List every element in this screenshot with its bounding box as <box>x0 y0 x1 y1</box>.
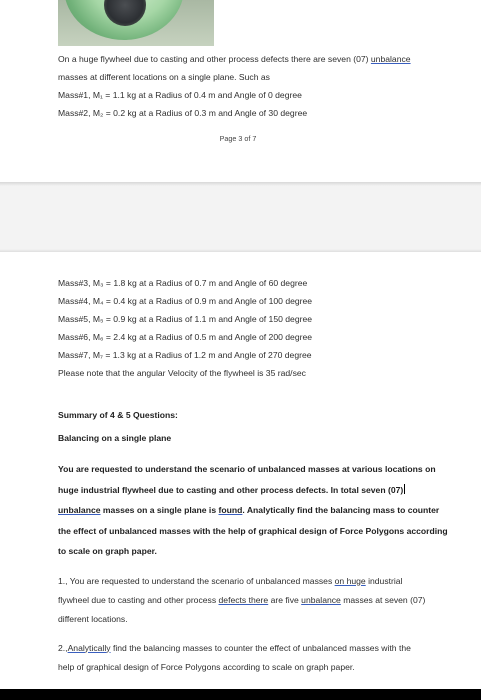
angular-velocity-note: Please note that the angular Velocity of the flywheel is 35 rad/sec <box>58 368 306 378</box>
item2-underlined: Analytically <box>67 642 111 653</box>
mass-3: Mass#3, M₃ = 1.8 kg at a Radius of 0.7 m and Angle of 60 degree <box>58 278 308 288</box>
item1-line-3: different locations. <box>58 613 128 624</box>
item2-line-2: help of graphical design of Force Polygons according to scale on graph paper. <box>58 661 355 672</box>
list-item-1 <box>58 572 478 629</box>
mass-6: Mass#6, M₆ = 2.4 kg at a Radius of 0.5 m and Angle of 200 degree <box>58 332 313 342</box>
mass-1: Mass#1, M₁ = 1.1 kg at a Radius of 0.4 m and Angle of 0 degree <box>58 90 302 100</box>
mass-5: Mass#5, M₅ = 0.9 kg at a Radius of 1.1 m and Angle of 150 degree <box>58 314 313 324</box>
item1-text-d: are five <box>268 594 302 605</box>
para-line-3 <box>58 500 478 521</box>
item1-line-2 <box>58 591 478 610</box>
item2-prefix: 2., <box>58 642 68 653</box>
item1-text-a: 1., You are requested to understand the scenario of unbalanced masses <box>58 575 335 586</box>
item1-text-e: masses at seven (07) <box>340 594 426 605</box>
intro-underlined-word: unbalance <box>370 54 411 64</box>
page-break-shadow <box>0 182 481 186</box>
para-line-3-mid: masses on a single plane is <box>100 505 219 515</box>
page-break-edge <box>0 249 481 252</box>
para-line-3-end: . Analytically find the balancing mass to counter <box>242 505 440 515</box>
para-underlined-2: found <box>218 505 243 515</box>
item1-underlined-3: unbalance <box>301 594 341 605</box>
summary-paragraph <box>58 459 478 562</box>
summary-heading: Summary of 4 & 5 Questions: <box>58 410 178 420</box>
list-item-2 <box>58 639 478 677</box>
mass-2: Mass#2, M₂ = 0.2 kg at a Radius of 0.3 m and Angle of 30 degree <box>58 108 308 118</box>
page-number: Page 3 of 7 <box>219 134 257 143</box>
item1-underlined-2: defects there <box>218 594 269 605</box>
mass-4: Mass#4, M₄ = 0.4 kg at a Radius of 0.9 m and Angle of 100 degree <box>58 296 313 306</box>
item1-line-1 <box>58 572 478 591</box>
bottom-bar <box>0 689 481 700</box>
para-line-1: You are requested to understand the scenario of unbalanced masses at various locations on <box>58 464 436 474</box>
para-line-2 <box>58 480 478 501</box>
document-page-4 <box>58 274 478 677</box>
item1-underlined-1: on huge <box>334 575 366 586</box>
para-line-4: the effect of unbalanced masses with the help of graphical design of Force Polygons according <box>58 525 448 536</box>
item2-text-a: find the balancing masses to counter the effect of unbalanced masses with the <box>110 642 411 653</box>
intro-line <box>58 50 478 68</box>
flywheel-photo <box>58 0 214 46</box>
text-cursor <box>404 484 405 494</box>
intro-text: On a huge flywheel due to casting and other process defects there are seven (07) <box>58 54 371 64</box>
page-break <box>0 182 481 252</box>
mass-7: Mass#7, M₇ = 1.3 kg at a Radius of 1.2 m and Angle of 270 degree <box>58 350 312 360</box>
item2-line-1 <box>58 639 478 658</box>
item1-text-b: industrial <box>365 575 403 586</box>
para-underlined-1: unbalance <box>58 505 101 515</box>
item1-text-c: flywheel due to casting and other process <box>58 594 219 605</box>
para-line-2-text: huge industrial flywheel due to casting and other process defects. In total seven (07) <box>58 484 404 495</box>
intro-line-2: masses at different locations on a single plane. Such as <box>58 72 270 82</box>
para-line-5: to scale on graph paper. <box>58 546 157 556</box>
document-page-3 <box>58 50 478 143</box>
subheading: Balancing on a single plane <box>58 433 172 443</box>
